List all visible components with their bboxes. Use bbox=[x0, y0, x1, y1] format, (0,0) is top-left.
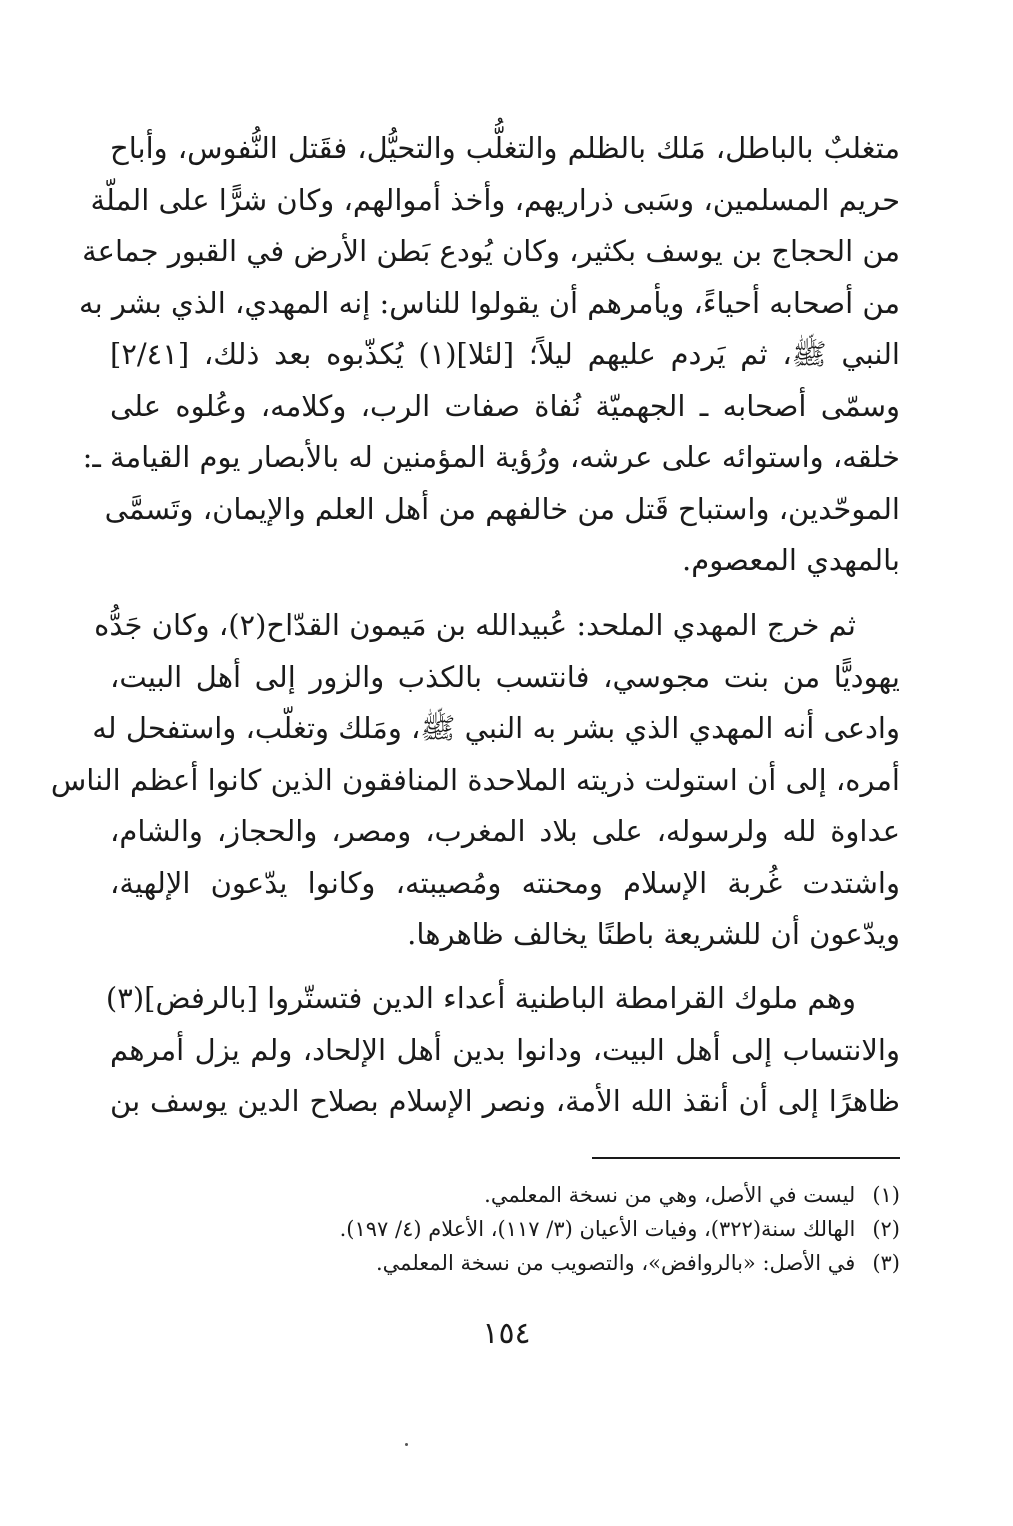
text-line: من أصحابه أحياءً، ويأمرهم أن يقولوا للناس: إنه المهدي، الذي بشر به bbox=[79, 285, 900, 320]
text-line: والانتساب إلى أهل البيت، ودانوا بدين أهل الإلحاد، ولم يزل أمرهم bbox=[110, 1032, 900, 1067]
footnote-text: الهالك سنة(٣٢٢)، وفيات الأعيان (٣/ ١١٧)، الأعلام (٤/ ١٩٧). bbox=[339, 1217, 856, 1241]
footnote-divider bbox=[592, 1157, 900, 1159]
text-line: واشتدت غُربة الإسلام ومحنته ومُصيبته، وكانوا يدّعون الإلهية، bbox=[110, 865, 900, 900]
paragraph-2 bbox=[50, 600, 900, 961]
footnote-1 bbox=[110, 1178, 900, 1212]
text-line: يهوديًّا من بنت مجوسي، فانتسب بالكذب والزور إلى أهل البيت، bbox=[110, 659, 900, 694]
text-line: ظاهرًا إلى أن أنقذ الله الأمة، ونصر الإسلام بصلاح الدين يوسف بن bbox=[110, 1084, 900, 1118]
text-line: وسمّى أصحابه ـ الجهميّة نُفاة صفات الرب، وكلامه، وعُلوه على bbox=[110, 388, 900, 423]
page-number: ١٥٤ bbox=[482, 1316, 531, 1351]
text-line: متغلبٌ بالباطل، مَلك بالظلم والتغلُّب والتحيُّل، فقَتل النُّفوس، وأباح bbox=[110, 131, 900, 165]
text-line: من الحجاج بن يوسف بكثير، وكان يُودع بَطن الأرض في القبور جماعة bbox=[82, 234, 900, 268]
text-line: ثم خرج المهدي الملحد: عُبيدالله بن مَيمون القدّاح(٢)، وكان جَدُّه bbox=[94, 608, 856, 642]
text-line: بالمهدي المعصوم. bbox=[682, 543, 900, 577]
footnote-number: (١) bbox=[872, 1183, 900, 1207]
text-line: أمره، إلى أن استولت ذريته الملاحدة المنافقون الذين كانوا أعظم الناس bbox=[50, 762, 900, 797]
footnotes bbox=[110, 1178, 900, 1280]
text-line: خلقه، واستوائه على عرشه، ورُؤية المؤمنين له بالأبصار يوم القيامة ـ: bbox=[82, 440, 900, 474]
footnote-text: في الأصل: «بالروافض»، والتصويب من نسخة المعلمي. bbox=[376, 1251, 856, 1275]
footnote-number: (٢) bbox=[872, 1217, 900, 1241]
footnote-3 bbox=[110, 1246, 900, 1280]
text-line: وهم ملوك القرامطة الباطنية أعداء الدين فتستّروا [بالرفض](٣) bbox=[105, 981, 856, 1015]
paragraph-3 bbox=[105, 973, 900, 1128]
paragraph-1 bbox=[79, 123, 900, 587]
footnote-number: (٣) bbox=[872, 1251, 900, 1275]
footnote-text: ليست في الأصل، وهي من نسخة المعلمي. bbox=[484, 1183, 856, 1207]
text-line: وادعى أنه المهدي الذي بشر به النبي ﷺ، ومَلك وتغلّب، واستفحل له bbox=[92, 711, 900, 745]
text-line: ويدّعون أن للشريعة باطنًا يخالف ظاهرها. bbox=[407, 917, 900, 951]
footnote-2 bbox=[110, 1212, 900, 1246]
text-line: الموحّدين، واستباح قَتل من خالفهم من أهل العلم والإيمان، وتَسمَّى bbox=[104, 491, 900, 526]
scan-speck bbox=[405, 1443, 408, 1446]
text-line: عداوة لله ولرسوله، على بلاد المغرب، ومصر، والحجاز، والشام، bbox=[110, 814, 900, 848]
text-line: النبي ﷺ، ثم يَردم عليهم ليلاً؛ [لئلا](١) يُكذّبوه بعد ذلك، [٢/٤١] bbox=[110, 337, 900, 371]
text-line: حريم المسلمين، وسَبى ذراريهم، وأخذ أموالهم، وكان شرًّا على الملّة bbox=[90, 182, 900, 217]
